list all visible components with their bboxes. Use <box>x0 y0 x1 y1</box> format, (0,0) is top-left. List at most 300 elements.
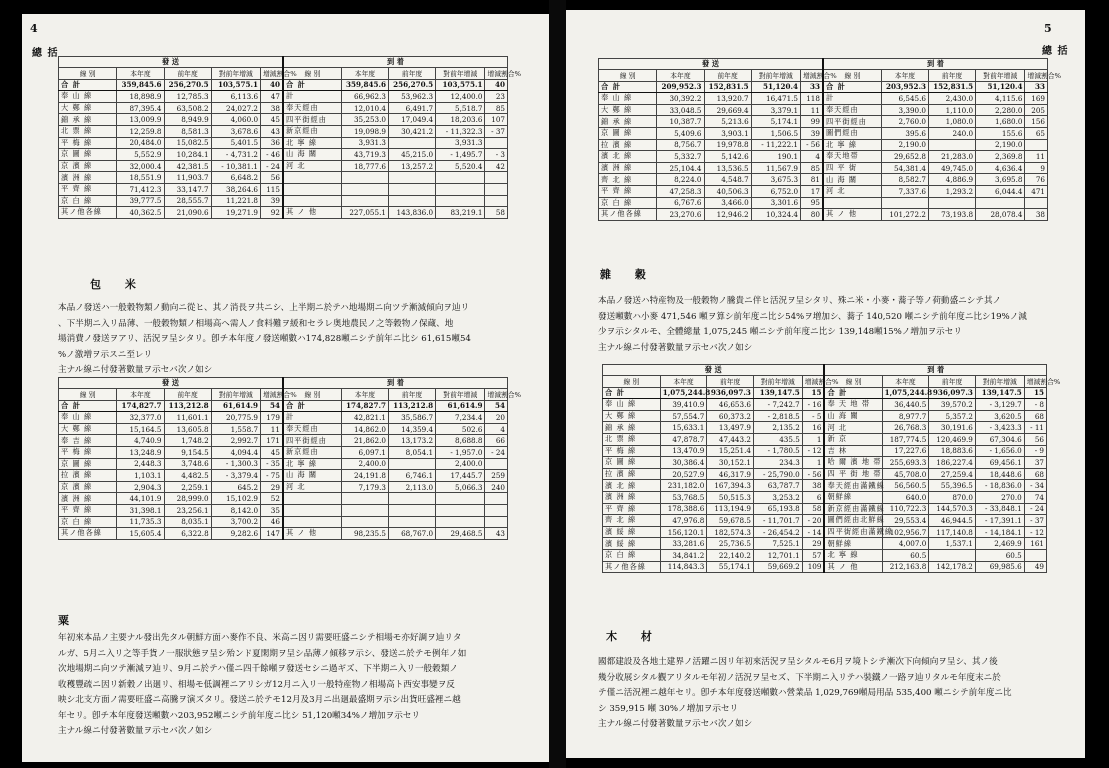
table-row <box>599 162 1048 174</box>
table-cell: 171 <box>261 435 283 447</box>
table-cell: 齊 北 線 <box>603 515 661 527</box>
table-cell: - 17,391.1 <box>975 515 1024 527</box>
paragraph-line: 次地場期ニ向ツテ漸減ヲ辿リ、9月ニ於テハ僅ニ四千餘噸ヲ發送セシニ過ギズ、下半期ニ入リ一般穀類ノ <box>58 664 458 674</box>
table-cell: 16,471.5 <box>751 93 800 105</box>
table-cell: 32,377.0 <box>117 412 164 424</box>
table-cell: 8,054.1 <box>388 446 435 458</box>
paragraph-line: 主ナル線ニ付發著數量ヲ示セバ次ノ如シ <box>598 342 753 353</box>
table-cell: 1,748.2 <box>164 435 211 447</box>
table-cell: 8,949.9 <box>164 114 211 126</box>
table-cell: - 11,701.7 <box>753 515 802 527</box>
table-cell: 奉 天 地 帯 <box>824 399 882 411</box>
table-cell: - 1,300.3 <box>211 458 260 470</box>
table-cell: 11,903.7 <box>164 172 211 184</box>
section-label: 總 括 <box>32 48 59 59</box>
table-cell: 四平街經由 <box>283 114 341 126</box>
table-cell: 645.2 <box>211 481 260 493</box>
table-row <box>599 185 1048 197</box>
header-cell: 本年度 <box>117 389 164 401</box>
table-cell: 6,097.1 <box>341 446 388 458</box>
table-cell: 870.0 <box>929 491 976 503</box>
table-cell: - 4,731.2 <box>211 149 260 161</box>
table-cell: 圖們經由北鮮線 <box>824 515 882 527</box>
table-cell: 63,508.2 <box>164 102 211 114</box>
table-cell: 36 <box>261 137 283 149</box>
table-cell: 8,977.7 <box>882 410 929 422</box>
header-cell: 對前年增減 <box>751 70 800 82</box>
table-cell: 北 票 線 <box>59 125 117 137</box>
table-cell: 13,248.9 <box>117 446 164 458</box>
table-cell: 1,110.0 <box>928 104 975 116</box>
table-cell <box>1025 139 1048 151</box>
paragraph-line: 少ヲ示シタルモ、全體總量 1,075,245 噸ニシテ前年度ニ比シ 139,148噸15%ノ増加ヲ示セリ <box>598 327 962 337</box>
table-cell: 京 白 線 <box>59 516 117 528</box>
table-cell: 京 白 線 <box>603 549 661 561</box>
table-cell: 20,484.0 <box>117 137 164 149</box>
table-row <box>59 137 508 149</box>
table-cell: 227,055.1 <box>341 207 388 219</box>
table-row <box>59 493 508 505</box>
table-cell: 5,520.4 <box>436 160 485 172</box>
table-cell: 11,221.8 <box>211 195 260 207</box>
table-cell: 190.1 <box>751 151 800 163</box>
header-cell: 本年度 <box>657 70 704 82</box>
table-cell: 11,601.1 <box>164 412 211 424</box>
table-cell: 計 <box>283 91 341 103</box>
table-cell <box>283 195 341 207</box>
table-cell: 46,944.5 <box>929 515 976 527</box>
table-cell: 6,113.6 <box>211 91 260 103</box>
table-cell: 47,258.3 <box>657 185 704 197</box>
table-cell: 30,386.4 <box>660 457 707 469</box>
table-cell: 3,390.0 <box>881 104 928 116</box>
paragraph-line: 主ナル線ニ付發著數量ヲ示セバ次ノ如シ <box>58 365 213 375</box>
table-cell: - 25,790.0 <box>753 468 802 480</box>
table-cell: 平 齊 線 <box>59 183 117 195</box>
table-cell: 30,152.1 <box>707 457 754 469</box>
header-cell: 對前年增減 <box>975 376 1024 388</box>
table-cell: 奉 山 線 <box>59 412 117 424</box>
table-cell: 2,259.1 <box>164 481 211 493</box>
table-cell: 6,752.0 <box>751 185 800 197</box>
table-cell: - 11,222.1 <box>751 139 800 151</box>
left-page <box>22 14 549 762</box>
table-cell: 29,652.8 <box>881 151 928 163</box>
header-cell: 對前年增減 <box>436 389 485 401</box>
table-cell: 102,956.7 <box>882 526 929 538</box>
table-cell: 1 <box>802 433 824 445</box>
table-cell: 56,560.5 <box>882 480 929 492</box>
table-cell: 4,094.4 <box>211 446 260 458</box>
table-cell: 奉 山 線 <box>599 93 657 105</box>
table-cell: 42 <box>485 160 508 172</box>
table-cell: 13,536.5 <box>704 162 751 174</box>
table-row <box>59 183 508 195</box>
table-cell: 39,570.2 <box>929 399 976 411</box>
table-cell: 28,999.0 <box>164 493 211 505</box>
header-cell: 線 別 <box>824 376 882 388</box>
table-cell: - 3,423.3 <box>975 422 1024 434</box>
table-cell: 8,224.0 <box>657 174 704 186</box>
table-row <box>59 400 508 412</box>
table-cell: 58 <box>802 503 824 515</box>
table-cell: - 33,848.1 <box>975 503 1024 515</box>
table-cell: 京 圖 線 <box>59 458 117 470</box>
table-cell: 12,010.4 <box>341 102 388 114</box>
table-cell: 2,400.0 <box>436 458 485 470</box>
table-cell: 7,234.4 <box>436 412 485 424</box>
table-cell: 38 <box>802 480 824 492</box>
table-cell: - 10,381.1 <box>211 160 260 172</box>
table-cell: 3,931.3 <box>436 137 485 149</box>
table-cell: 其 ノ 他 <box>824 561 882 573</box>
header-cell: 對前年增減 <box>436 68 485 80</box>
table-cell: 38,264.6 <box>211 183 260 195</box>
paragraph-line: 年初來本品ノ主要ナル發出先タル朝鮮方面ハ麥作不良、米高ニ因リ需要旺盛ニシテ相場モ亦好調ヲ辿リタ <box>58 633 462 643</box>
table-cell: 155.6 <box>976 127 1025 139</box>
table-cell: 大 鄭 線 <box>59 102 117 114</box>
table-cell <box>283 493 341 505</box>
table-cell: 68 <box>1024 410 1046 422</box>
table-cell: 1,680.0 <box>976 116 1025 128</box>
paragraph-line: 、下半期ニ入リ品薄、一般穀物類ノ相場高ヘ需人ノ食料難ヲ緩和セラレ奥地農民ノ之等穀物ノ保蔵、地 <box>58 318 454 329</box>
table-cell: 3,253.2 <box>753 491 802 503</box>
table-cell: 河 北 <box>823 185 881 197</box>
table-cell <box>341 516 388 528</box>
table-cell: 51,120.4 <box>751 81 800 93</box>
table-cell: 17 <box>801 185 823 197</box>
table-cell: 11,567.9 <box>751 162 800 174</box>
table-cell <box>388 493 435 505</box>
table-cell <box>436 195 485 207</box>
paragraph-line: テ僅ニ活況裡ニ越年セリ。卽チ本年度發送噸數ハ營業品 1,029,769噸局用品 535,400 噸ニシテ前年度ニ比 <box>598 688 1012 698</box>
header-cell: 對前年增減 <box>211 68 260 80</box>
table-cell <box>485 458 508 470</box>
table-cell: 26,768.3 <box>882 422 929 434</box>
table-cell: - 24 <box>485 446 508 458</box>
table-cell: - 14,184.1 <box>975 526 1024 538</box>
table-cell: 朝鮮線 <box>824 491 882 503</box>
table-cell: 濱 洲 線 <box>603 491 661 503</box>
table-cell: 四平街經由滿鐵線 <box>824 526 882 538</box>
table-cell: 212,163.8 <box>882 561 929 573</box>
table-row <box>603 422 1047 434</box>
table-cell: 8,756.7 <box>657 139 704 151</box>
table-row <box>59 504 508 516</box>
table-row <box>599 197 1048 209</box>
table-cell: 23 <box>485 91 508 103</box>
table-cell: 20 <box>485 412 508 424</box>
table-cell: 其ノ他各線 <box>603 561 661 573</box>
table-cell: 其 ノ 他 <box>283 528 341 540</box>
table-cell: 13,920.7 <box>704 93 751 105</box>
table-cell: 其ノ他各線 <box>59 528 117 540</box>
table-cell: 33,147.7 <box>164 183 211 195</box>
table-cell: 13,497.9 <box>707 422 754 434</box>
paragraph-line: 本品ノ發送ハ特産物及一般穀物ノ騰貴ニ伴ヒ活況ヲ呈シタリ、殊ニ米・小麥・蕎子等ノ荷動盛ニシテ其ノ <box>598 296 1002 306</box>
table-cell: 4,740.9 <box>117 435 164 447</box>
header-cell: 到 着 <box>824 365 1046 376</box>
table-cell: 15,082.5 <box>164 137 211 149</box>
table-cell: 4 <box>485 423 508 435</box>
table-cell: 6,746.1 <box>388 470 435 482</box>
table-cell: 29 <box>802 538 824 550</box>
table-cell: 北 寧 線 <box>283 137 341 149</box>
table-row <box>603 468 1047 480</box>
heading-millet: 粟 <box>58 614 79 627</box>
table-cell: 京 圖 線 <box>59 149 117 161</box>
table-row <box>599 174 1048 186</box>
table-cell: 2,992.7 <box>211 435 260 447</box>
table-cell: 40 <box>261 79 283 91</box>
table-cell: 9,154.5 <box>164 446 211 458</box>
table-cell: - 37 <box>485 125 508 137</box>
table-cell: 27,259.4 <box>929 468 976 480</box>
table-cell: 73,193.8 <box>928 209 975 221</box>
table-cell: 270.0 <box>975 491 1024 503</box>
table-cell: 56 <box>1024 433 1046 445</box>
header-cell: 線 別 <box>599 70 657 82</box>
table-cell: 四 平 街 <box>823 162 881 174</box>
table-cell: 15,605.4 <box>117 528 164 540</box>
table-cell: 13,173.2 <box>388 435 435 447</box>
table-cell: 205 <box>1025 104 1048 116</box>
table-cell: 174,827.7 <box>117 400 164 412</box>
table-cell: 38 <box>261 102 283 114</box>
table-cell: 1,558.7 <box>211 423 260 435</box>
header-cell: 線 別 <box>823 70 881 82</box>
table-cell: 152,831.5 <box>928 81 975 93</box>
table-row <box>603 410 1047 422</box>
table-cell: 京 白 線 <box>59 195 117 207</box>
table-cell: 濱 洲 線 <box>59 493 117 505</box>
table-cell: 5,409.6 <box>657 127 704 139</box>
table-cell: 6,767.6 <box>657 197 704 209</box>
table-cell: 山 海 關 <box>283 470 341 482</box>
table-row <box>603 561 1047 573</box>
table-cell: 67,304.6 <box>975 433 1024 445</box>
header-cell: 前年度 <box>164 68 211 80</box>
header-cell: 增減割合% <box>261 68 283 80</box>
table-cell: 濱 北 線 <box>603 480 661 492</box>
table-cell: - 56 <box>802 468 824 480</box>
table-cell: - 3,129.7 <box>975 399 1024 411</box>
table-cell: 18,883.6 <box>929 445 976 457</box>
table-cell: 10,324.4 <box>751 209 800 221</box>
table-cell: 圖們經由 <box>823 127 881 139</box>
table-cell: - 1,780.5 <box>753 445 802 457</box>
table-row <box>599 127 1048 139</box>
table-cell: 60,373.2 <box>707 410 754 422</box>
table-cell: - 75 <box>261 470 283 482</box>
table-cell: 49 <box>1024 561 1046 573</box>
table-cell: 平 梅 線 <box>59 446 117 458</box>
header-cell: 本年度 <box>660 376 707 388</box>
table-cell: 1,080.0 <box>928 116 975 128</box>
table-cell: 3,301.6 <box>751 197 800 209</box>
table-cell: - 18,836.0 <box>975 480 1024 492</box>
header-cell: 到 着 <box>283 378 508 389</box>
table-cell: 山 海 關 <box>823 174 881 186</box>
right-page <box>566 10 1085 758</box>
table-cell: 69,985.6 <box>975 561 1024 573</box>
header-cell: 前年度 <box>164 389 211 401</box>
table-cell: 80 <box>801 209 823 221</box>
table-cell: 39,410.9 <box>660 399 707 411</box>
table-cell: 56 <box>261 172 283 184</box>
header-cell: 發 送 <box>603 365 825 376</box>
table-cell: 平 齊 線 <box>59 504 117 516</box>
table-cell <box>976 197 1025 209</box>
table-cell: - 3 <box>485 149 508 161</box>
header-cell: 線 別 <box>59 389 117 401</box>
table-cell: 4,886.9 <box>928 174 975 186</box>
table-cell: 203,952.3 <box>881 81 928 93</box>
table-cell: 30,392.2 <box>657 93 704 105</box>
table-cell: 45 <box>261 446 283 458</box>
table-cell: - 3,379.4 <box>211 470 260 482</box>
table-cell: 7,179.3 <box>341 481 388 493</box>
table-cell: 45,215.0 <box>388 149 435 161</box>
table-cell: - 24 <box>261 160 283 172</box>
table-row <box>59 481 508 493</box>
header-cell: 發 送 <box>59 378 283 389</box>
table-cell: 81 <box>801 174 823 186</box>
table-cell: 3,700.2 <box>211 516 260 528</box>
table-row <box>603 515 1047 527</box>
table-cell: 395.6 <box>881 127 928 139</box>
paragraph-line: 映シ北支方面ノ需要旺盛ニ高騰ヲ演ズタリ。發送ニ於テモ12月及3月ニ出廻最盛期ヲ示シ出貨旺盛裡ニ越 <box>58 695 461 705</box>
table-cell: 30,421.2 <box>388 125 435 137</box>
table-cell: 5,174.1 <box>751 116 800 128</box>
table-row <box>603 503 1047 515</box>
page-number: 4 <box>30 22 38 35</box>
table-cell <box>388 195 435 207</box>
table-cell: 其ノ他各線 <box>599 209 657 221</box>
table-cell: 錦 承 線 <box>599 116 657 128</box>
table-cell: 17,049.4 <box>388 114 435 126</box>
table-cell <box>341 493 388 505</box>
table-cell: 43 <box>485 528 508 540</box>
table-cell: 2,469.9 <box>975 538 1024 550</box>
table-cell: 174,827.7 <box>341 400 388 412</box>
table-row <box>603 526 1047 538</box>
table-cell: 2,190.0 <box>976 139 1025 151</box>
table-cell <box>283 172 341 184</box>
table-cell: 99 <box>801 116 823 128</box>
table-cell: 拉 濱 線 <box>599 139 657 151</box>
table-cell: 45,708.0 <box>882 468 929 480</box>
header-cell: 對前年增減 <box>753 376 802 388</box>
paragraph-line: 年セリ。卽チ本年度發送噸數ハ203,952噸ニシテ前年度ニ比シ 51,120噸34%ノ増加ヲ示セリ <box>58 710 421 721</box>
table-row <box>59 149 508 161</box>
table-cell: 10,387.7 <box>657 116 704 128</box>
table-cell: 5,142.6 <box>704 151 751 163</box>
table-cell: 44,101.9 <box>117 493 164 505</box>
table-cell: 19,271.9 <box>211 207 260 219</box>
table-cell: 4,636.4 <box>976 162 1025 174</box>
table-cell: 186,227.4 <box>929 457 976 469</box>
table-cell <box>1025 197 1048 209</box>
table-cell: 2,760.0 <box>881 116 928 128</box>
table-cell: 58 <box>485 207 508 219</box>
table-cell: 錦 承 線 <box>603 422 661 434</box>
table-cell: 18,551.9 <box>117 172 164 184</box>
table-cell: 18,448.6 <box>975 468 1024 480</box>
table-cell: 15,251.4 <box>707 445 754 457</box>
table-cell: 濱 綏 線 <box>603 538 661 550</box>
table-cell: 5,357.2 <box>929 410 976 422</box>
table-cell <box>283 183 341 195</box>
table-cell: 46 <box>261 516 283 528</box>
table-cell <box>341 195 388 207</box>
table-row <box>59 470 508 482</box>
header-cell: 增減割合% <box>802 376 824 388</box>
table-cell: 9,282.6 <box>211 528 260 540</box>
header-cell: 增減割合% <box>485 68 508 80</box>
table-row <box>599 81 1048 93</box>
table-cell: 142,178.2 <box>929 561 976 573</box>
table-cell: 1,075,244.8 <box>882 387 929 399</box>
table-cell: 5,213.6 <box>704 116 751 128</box>
table-cell: 合 計 <box>283 400 341 412</box>
table-row <box>59 195 508 207</box>
table-cell: 54,381.4 <box>881 162 928 174</box>
table-cell: 2,904.3 <box>117 481 164 493</box>
table-cell: 187,774.5 <box>882 433 929 445</box>
paragraph-line: 國都建設及各地土建界ノ活躍ニ因リ年初來活況ヲ呈シタルモ6月ヲ境トシテ漸次下向傾向ヲ呈シ、其ノ後 <box>598 657 998 667</box>
table-cell: 30,191.6 <box>929 422 976 434</box>
table-row <box>599 116 1048 128</box>
table-cell: 640.0 <box>882 491 929 503</box>
table-cell: 5,518.7 <box>436 102 485 114</box>
table-cell: 17,227.6 <box>882 445 929 457</box>
paragraph-line: シ 359,915 噸 30%ノ増加ヲ示セリ <box>598 703 739 714</box>
table-cell: 4 <box>801 151 823 163</box>
table-cell: - 11 <box>1024 422 1046 434</box>
paragraph-line: 發送噸數ハ小麥 471,546 噸ヲ算シ前年度ニ比シ54%ヲ増加シ、蕎子 140,520 噸ニシテ前年度ニ比シ19%ノ減 <box>598 311 1027 322</box>
table-cell: 山 海 關 <box>283 149 341 161</box>
table-cell: 169 <box>1025 93 1048 105</box>
table-cell: 合 計 <box>823 81 881 93</box>
header-cell: 增減割合% <box>485 389 508 401</box>
table-cell: 53,962.3 <box>388 91 435 103</box>
table-cell: 合 計 <box>283 79 341 91</box>
paragraph-line: 主ナル線ニ付發著數量ヲ示セバ次ノ如シ <box>598 719 753 729</box>
table-row <box>59 446 508 458</box>
table-cell <box>929 549 976 561</box>
table-cell: 大 鄭 線 <box>599 104 657 116</box>
table-cell: - 8 <box>1024 399 1046 411</box>
table-cell: 76 <box>1025 174 1048 186</box>
table-cell: 13,470.9 <box>660 445 707 457</box>
table-row <box>59 91 508 103</box>
table-cell <box>928 139 975 151</box>
table-cell: 25,736.5 <box>707 538 754 550</box>
header-cell: 前年度 <box>388 68 435 80</box>
table-row <box>59 458 508 470</box>
table-cell: 4,482.5 <box>164 470 211 482</box>
table-cell: 33,048.5 <box>657 104 704 116</box>
table-cell: 18,777.6 <box>341 160 388 172</box>
header-cell: 到 着 <box>823 59 1048 70</box>
paragraph-line: 本品ノ發送ハ一般穀物類ノ動向ニ從ヒ、其ノ消長ヲ共ニシ、上半期ニ於テハ地場期ニ向ツテ漸減傾向ヲ辿リ <box>58 303 470 313</box>
table-cell: 22,140.2 <box>707 549 754 561</box>
table-cell: 1,103.1 <box>117 470 164 482</box>
table-cell: 5,401.5 <box>211 137 260 149</box>
table-cell: 101,272.2 <box>881 209 928 221</box>
table-cell: 1,293.2 <box>928 185 975 197</box>
